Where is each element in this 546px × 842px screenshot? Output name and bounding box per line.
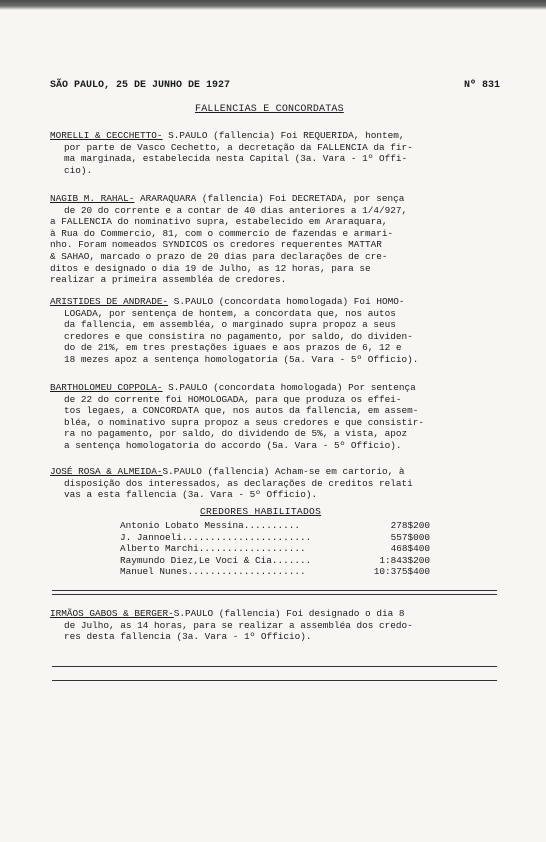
creditor-name: Alberto Marchi................... [120,543,306,555]
divider [52,590,497,591]
entry-line: S.PAULO (fallencia) Foi designado o dia 8 [173,608,405,619]
entry-name: MORELLI & CECCHETTO- [50,130,163,141]
entry-bartholomeu [50,382,500,452]
entry-name: ARISTIDES DE ANDRADE- [50,296,169,307]
entry-line: S.PAULO (concordata homologada) Foi HOMO- [168,296,405,307]
entry-line: bléa, o nominativo supra propoz a seus credores e que consistir- [64,416,425,428]
entry-jose-rosa [50,466,500,501]
divider [52,594,497,595]
entry-name: NAGIB M. RAHAL- [50,193,135,204]
entry-line: a FALLENCIA do nominativo supra, estabelecido em Araraquara, [50,216,388,228]
entry-line: de 20 do corrente e a contar de 40 dias anteriores a 1/4/927, [64,204,408,216]
entry-line: & SAHAO, marcado o prazo de 20 dias para declarações de cre- [50,250,388,262]
entry-line: ditos e designado o dia 19 de Julho, as 12 horas, para se [50,262,371,274]
divider [52,666,497,667]
entry-line: 18 mezes apoz a sentença homologatoria (5a. Vara - 5º Officio). [64,353,419,365]
header-number: Nº 831 [463,80,500,91]
entry-line: por parte de Vasco Cechetto, a decretação da FALLENCIA da fir- [64,141,413,153]
entry-line: do de 21%, em tres prestações iguaes e aos prazos de 6, 12 e [64,342,402,354]
creditor-name: Raymundo Diez,Le Voci & Cia....... [120,554,312,566]
creditor-name: J. Jannoeli....................... [120,531,312,543]
entry-line: S.PAULO (fallencia) Foi REQUERIDA, hontem, [162,130,405,141]
entry-line: da fallencia, em assembléa, o marginado supra propoz a seus [64,319,396,331]
creditor-amount: 278$200 [390,520,430,531]
creditor-amount: 468$400 [390,543,430,555]
entry-line: disposição dos interessados, as declarações de creditos relati [64,477,413,489]
creditor-name: Antonio Lobato Messina.......... [120,520,301,531]
entry-name: IRMÃOS GABOS & BERGER- [50,608,174,619]
entry-line: credores e que consistira no pagamento, por saldo, do dividen- [64,330,413,342]
creditor-amount: 10:375$400 [373,566,430,578]
section-title: FALLENCIAS E CONCORDATAS [195,104,344,115]
entry-line: de 22 do corrente foi HOMOLOGADA, para que produza os effei- [64,393,402,405]
entry-line: ma marginada, estabelecida nesta Capital (3a. Vara - 1º Offi- [64,153,408,165]
creditor-row [120,543,430,555]
entry-line: ARARAQUARA (fallencia) Foi DECRETADA, por sença [134,193,405,204]
scan-edge [0,0,546,10]
creditors-list [120,520,430,578]
creditor-row [120,555,430,567]
entry-line: à Rua do Commercio, 81, com o commercio de fazendas e armari- [50,227,394,239]
header-date: SÃO PAULO, 25 DE JUNHO DE 1927 [50,80,231,91]
entry-line: res desta fallencia (3a. Vara - 1º Officio). [64,631,312,643]
creditor-amount: 1:843$200 [379,554,430,566]
entry-name: BARTHOLOMEU COPPOLA- [50,382,163,393]
creditor-row [120,520,430,532]
entry-line: tos legaes, a CONCORDATA que, nos autos da fallencia, em assem- [64,405,419,417]
entry-line: LOGADA, por sentença de hontem, a concordata que, nos autos [64,307,396,319]
creditor-row [120,532,430,544]
entry-name: JOSÉ ROSA & ALMEIDA- [50,466,163,477]
entry-nagib [50,193,500,286]
entry-morelli [50,130,500,176]
entry-line: vas a esta fallencia (3a. Vara - 5º Officio). [64,489,318,501]
creditor-row [120,566,430,578]
entry-line: nho. Foram nomeados SYNDICOS os credores requerentes MATTAR [50,239,382,251]
divider [52,680,497,681]
entry-line: a sentença homologatoria do accordo (5a. Vara - 5º Officio). [64,439,402,451]
creditors-title: CREDORES HABILITADOS [200,506,322,517]
entry-line: S.PAULO (fallencia) Acham-se em cartorio, à [162,466,405,477]
entry-line: ra no pagamento, por saldo, do dividendo de 5%, a vista, apoz [64,428,408,440]
entry-line: S.PAULO (concordata homologada) Por sentença [162,382,416,393]
entry-line: cio). [64,164,93,176]
entry-irmaos-gabos [50,608,500,643]
entry-line: realizar a primeira assembléa de credores. [50,274,287,286]
entry-line: de Julho, as 14 horas, para se realizar a assembléa dos credo- [64,619,413,631]
entry-aristides [50,296,500,366]
creditor-name: Manuel Nunes..................... [120,566,306,578]
creditor-amount: 557$000 [390,531,430,543]
